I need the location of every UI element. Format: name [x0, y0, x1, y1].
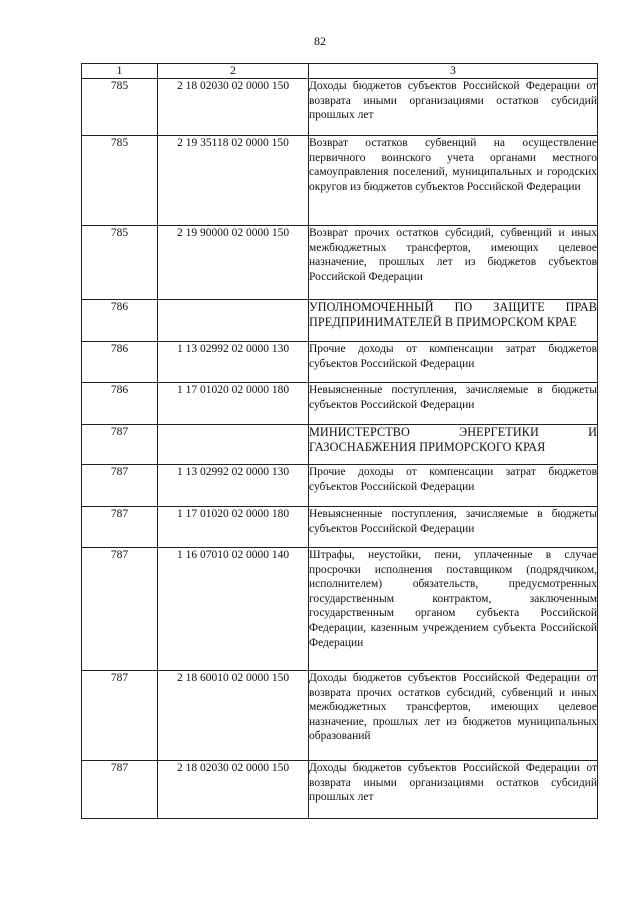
- table-row: [82, 425, 598, 465]
- administrator-code-cell: 786: [82, 342, 158, 383]
- revenue-code-cell: 2 18 60010 02 0000 150: [158, 671, 309, 761]
- organization-name-cell: МИНИСТЕРСТВО ЭНЕРГЕТИКИ И ГАЗОСНАБЖЕНИЯ ПРИМОРСКОГО КРАЯ: [309, 425, 598, 465]
- table-row: [82, 671, 598, 761]
- revenue-code-cell: 1 16 07010 02 0000 140: [158, 548, 309, 671]
- revenue-description-cell: Невыясненные поступления, зачисляемые в бюджеты субъектов Российской Федерации: [309, 383, 598, 425]
- administrator-code-cell: 785: [82, 136, 158, 226]
- revenue-code-cell: [158, 300, 309, 342]
- table-header-row: [82, 64, 598, 79]
- administrator-code-cell: 787: [82, 671, 158, 761]
- revenue-description-cell: Возврат остатков субвенций на осуществление первичного воинского учета органами местного самоуправления поселений, муниципальных и городских округов из бюджетов субъектов Российской Федерации: [309, 136, 598, 226]
- table-row: [82, 507, 598, 548]
- administrator-code-cell: 786: [82, 383, 158, 425]
- table-row: [82, 342, 598, 383]
- revenue-description-cell: Доходы бюджетов субъектов Российской Федерации от возврата иными организациями остатков субсидий прошлых лет: [309, 79, 598, 136]
- administrator-code-cell: 787: [82, 548, 158, 671]
- revenue-description-cell: Возврат прочих остатков субсидий, субвенций и иных межбюджетных трансфертов, имеющих целевое назначение, прошлых лет из бюджетов субъектов Российской Федерации: [309, 226, 598, 300]
- table-row: [82, 300, 598, 342]
- revenue-description-cell: Доходы бюджетов субъектов Российской Федерации от возврата прочих остатков субсидий, субвенций и иных межбюджетных трансфертов, имеющих целевое назначение, прошлых лет из бюджетов муниципальных образований: [309, 671, 598, 761]
- column-header-3: 3: [309, 64, 598, 79]
- revenue-description-cell: Штрафы, неустойки, пени, уплаченные в случае просрочки исполнения поставщиком (подрядчиком, исполнителем) обязательств, предусмотренных государственным контрактом, заключенным государственным органом субъекта Российской Федерации, казенным учреждением субъекта Российской Федерации: [309, 548, 598, 671]
- table-row: [82, 136, 598, 226]
- table-row: [82, 465, 598, 507]
- revenue-code-cell: 2 19 35118 02 0000 150: [158, 136, 309, 226]
- page-number: 82: [314, 34, 326, 48]
- revenue-description-cell: Прочие доходы от компенсации затрат бюджетов субъектов Российской Федерации: [309, 342, 598, 383]
- column-header-2: 2: [158, 64, 309, 79]
- organization-name-cell: УПОЛНОМОЧЕННЫЙ ПО ЗАЩИТЕ ПРАВ ПРЕДПРИНИМАТЕЛЕЙ В ПРИМОРСКОМ КРАЕ: [309, 300, 598, 342]
- administrator-code-cell: 785: [82, 79, 158, 136]
- table-row: [82, 548, 598, 671]
- administrator-code-cell: 787: [82, 761, 158, 819]
- table-row: [82, 761, 598, 819]
- table-body: [82, 79, 598, 819]
- administrator-code-cell: 787: [82, 465, 158, 507]
- revenue-code-cell: 2 19 90000 02 0000 150: [158, 226, 309, 300]
- administrator-code-cell: 786: [82, 300, 158, 342]
- administrator-code-cell: 787: [82, 425, 158, 465]
- administrator-code-cell: 787: [82, 507, 158, 548]
- revenue-code-cell: [158, 425, 309, 465]
- column-header-1: 1: [82, 64, 158, 79]
- revenue-code-cell: 2 18 02030 02 0000 150: [158, 761, 309, 819]
- administrator-code-cell: 785: [82, 226, 158, 300]
- revenue-code-cell: 2 18 02030 02 0000 150: [158, 79, 309, 136]
- revenue-code-cell: 1 17 01020 02 0000 180: [158, 507, 309, 548]
- budget-classification-table: [81, 63, 598, 819]
- revenue-code-cell: 1 13 02992 02 0000 130: [158, 342, 309, 383]
- table-row: [82, 79, 598, 136]
- revenue-code-cell: 1 13 02992 02 0000 130: [158, 465, 309, 507]
- revenue-description-cell: Доходы бюджетов субъектов Российской Федерации от возврата иными организациями остатков субсидий прошлых лет: [309, 761, 598, 819]
- table-row: [82, 226, 598, 300]
- revenue-description-cell: Невыясненные поступления, зачисляемые в бюджеты субъектов Российской Федерации: [309, 507, 598, 548]
- revenue-description-cell: Прочие доходы от компенсации затрат бюджетов субъектов Российской Федерации: [309, 465, 598, 507]
- table-row: [82, 383, 598, 425]
- revenue-code-cell: 1 17 01020 02 0000 180: [158, 383, 309, 425]
